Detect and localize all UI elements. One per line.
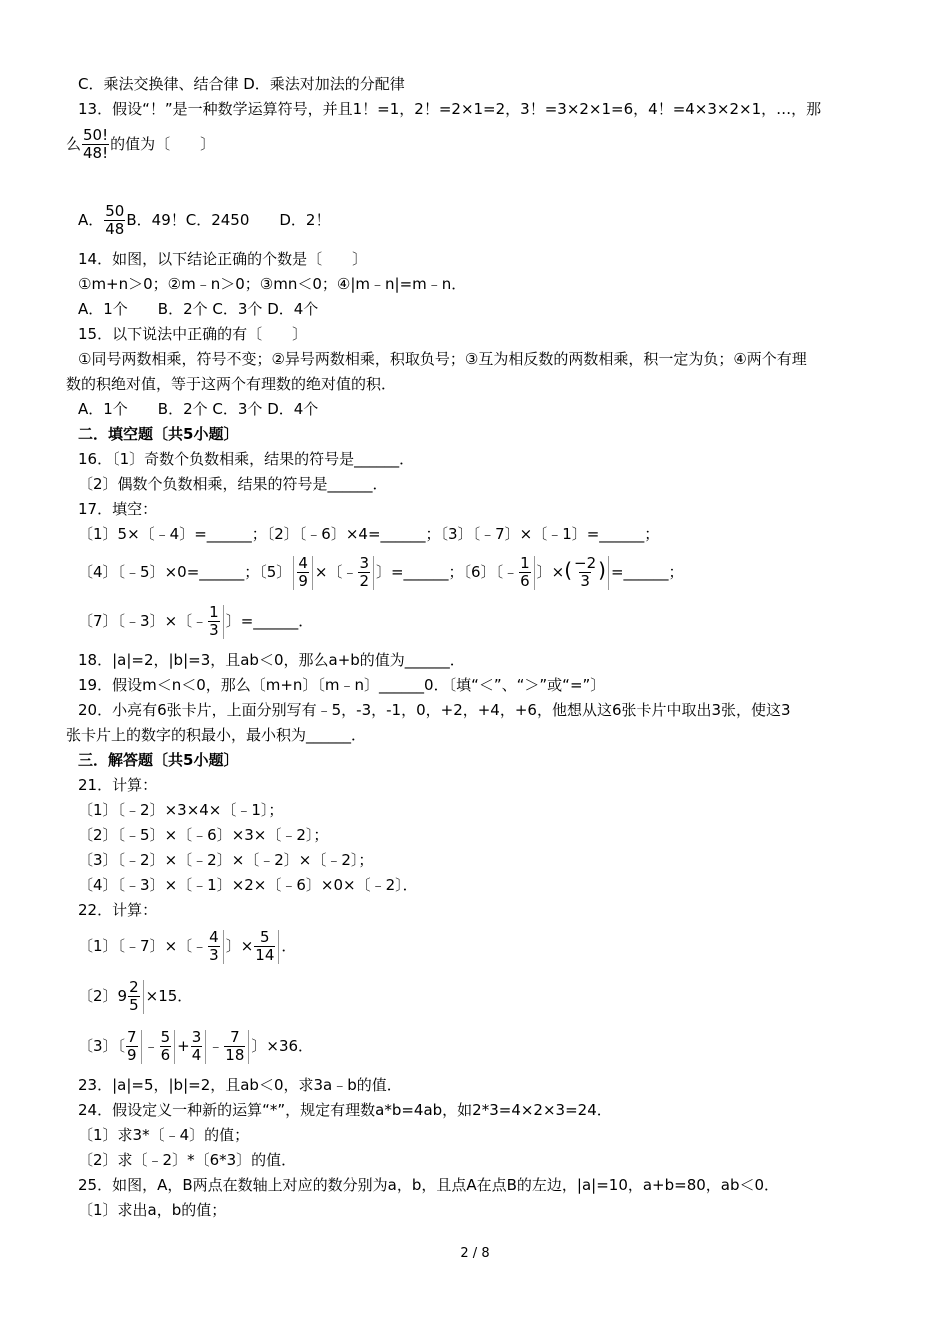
question-13-expression	[66, 124, 215, 164]
option-line-c-d: C．乘法交换律、结合律 D．乘法对加法的分配律	[78, 75, 405, 93]
q17-part-6: 〕=______；〔6〕〔﹣	[375, 563, 519, 581]
question-15-options: A．1个 B．2个 C．3个 D．4个	[78, 400, 319, 418]
q22-1-prefix: 〔1〕〔﹣7〕×〔﹣	[78, 937, 208, 955]
question-23: 23．|a|=5，|b|=2，且ab＜0，求3a﹣b的值．	[78, 1076, 402, 1094]
question-24-part-1: 〔1〕求3*〔﹣4〕的值；	[78, 1126, 250, 1144]
fraction-7-9: $\frac{7}{9}$	[127, 1028, 137, 1064]
question-15-stem: 15．以下说法中正确的有〔 〕	[78, 325, 308, 343]
question-13-options	[78, 200, 330, 240]
question-25-part-1: 〔1〕求出a，b的值；	[78, 1201, 227, 1219]
fraction-3-2: $\frac{3}{2}$	[359, 554, 369, 590]
question-21-part-1: 〔1〕〔﹣2〕×3×4×〔﹣1〕；	[78, 801, 284, 819]
q22-3-minus-1: ﹣	[143, 1037, 159, 1055]
options-b-c-d: B．49！C．2450 D．2！	[126, 211, 331, 229]
question-22-part-1	[78, 925, 296, 967]
question-21-part-4: 〔4〕〔﹣3〕×〔﹣1〕×2×〔﹣6〕×0×〔﹣2〕．	[78, 876, 418, 894]
q17-blank-6: =______；	[610, 563, 684, 581]
question-15-statements-1: ①同号两数相乘，符号不变；②异号两数相乘，积取负号；③互为相反数的两数相乘，积一定为负；④两个有理	[78, 350, 807, 368]
question-17-row-1: 〔1〕5×〔﹣4〕=______；〔2〕〔﹣6〕×4=______；〔3〕〔﹣7〕×〔﹣1〕=______；	[78, 525, 660, 543]
q17-times-2: 〕×	[536, 563, 565, 581]
q22-3-suffix: 〕×36．	[251, 1037, 314, 1055]
fraction-50-48: $\frac{50}{48}$	[105, 202, 125, 238]
q13-suffix: 的值为〔 〕	[110, 135, 216, 153]
section-3-heading: 三．解答题〔共5小题〕	[78, 751, 239, 769]
question-15-statements-2: 数的积绝对值，等于这两个有理数的绝对值的积．	[66, 375, 397, 393]
question-16-part-2: 〔2〕偶数个负数相乘，结果的符号是______．	[78, 475, 388, 493]
fraction-5-14: $\frac{5}{14}$	[255, 928, 275, 964]
question-20-line-2: 张卡片上的数字的积最小，最小积为______．	[66, 726, 367, 744]
q22-1-times: 〕×	[225, 937, 254, 955]
q22-3-plus: +	[177, 1037, 190, 1055]
question-19: 19．假设m＜n＜0，那么〔m+n〕〔m﹣n〕______0．〔填“＜”、“＞”或“=”〕	[78, 676, 606, 694]
q22-1-end: ．	[281, 937, 297, 955]
fraction-1-3: $\frac{1}{3}$	[209, 603, 219, 639]
question-20-line-1: 20．小亮有6张卡片，上面分别写有﹣5，-3，-1，0，+2，+4，+6，他想从这6张卡片中取出3张，使这3	[78, 701, 791, 719]
question-24-stem: 24．假设定义一种新的运算“*”，规定有理数a*b=4ab，如2*3=4×2×3=24．	[78, 1101, 612, 1119]
fraction-7-18: $\frac{7}{18}$	[225, 1028, 245, 1064]
option-a-label: A．	[78, 211, 104, 229]
question-17-stem: 17．填空：	[78, 500, 158, 518]
q17-times: ×〔﹣	[314, 563, 358, 581]
q13-prefix: 么	[66, 135, 82, 153]
question-22-stem: 22．计算：	[78, 901, 158, 919]
question-16-part-1: 16．〔1〕奇数个负数相乘，结果的符号是______．	[78, 450, 415, 468]
fraction-3-4: $\frac{3}{4}$	[191, 1028, 202, 1064]
question-21-part-2: 〔2〕〔﹣5〕×〔﹣6〕×3×〔﹣2〕；	[78, 826, 329, 844]
question-24-part-2: 〔2〕求〔﹣2〕*〔6*3〕的值．	[78, 1151, 297, 1169]
q22-3-prefix: 〔3〕〔	[78, 1037, 126, 1055]
question-14-statements: ①m+n＞0；②m﹣n＞0；③mn＜0；④|m﹣n|=m﹣n．	[78, 275, 467, 293]
fraction-1-6: $\frac{1}{6}$	[520, 554, 530, 590]
fraction-4-3: $\frac{4}{3}$	[209, 928, 219, 964]
question-14-stem: 14．如图，以下结论正确的个数是〔 〕	[78, 250, 368, 268]
question-13-stem: 13．假设“！”是一种数学运算符号，并且1！=1，2！=2×1=2，3！=3×2×1=6，4！=4×3×2×1，…，那	[78, 100, 822, 118]
fraction-2-5: $\frac{2}{5}$	[129, 978, 139, 1014]
question-22-part-2	[78, 975, 192, 1017]
fraction-4-9: $\frac{4}{9}$	[298, 554, 308, 590]
q17-part-4-5: 〔4〕〔﹣5〕×0=______；〔5〕	[78, 563, 292, 581]
q22-2-prefix: 〔2〕9	[78, 987, 128, 1005]
question-14-options: A．1个 B．2个 C．3个 D．4个	[78, 300, 319, 318]
section-2-heading: 二．填空题〔共5小题〕	[78, 425, 239, 443]
q17-part-7: 〔7〕〔﹣3〕×〔﹣	[78, 612, 208, 630]
question-17-row-3	[78, 600, 313, 642]
question-21-stem: 21．计算：	[78, 776, 158, 794]
q22-2-suffix: ×15．	[145, 987, 193, 1005]
q22-3-minus-2: ﹣	[208, 1037, 224, 1055]
q17-blank-7: 〕=______．	[225, 612, 314, 630]
question-21-part-3: 〔3〕〔﹣2〕×〔﹣2〕×〔﹣2〕×〔﹣2〕；	[78, 851, 374, 869]
page-number: 2 / 8	[460, 1246, 490, 1261]
question-22-part-3	[78, 1025, 313, 1067]
fraction-50f-48f: $\frac{50!}{48!}$	[83, 126, 109, 162]
question-18: 18．|a|=2，|b|=3，且ab＜0，那么a+b的值为______．	[78, 651, 465, 669]
fraction-neg-2-3: $\frac{-2}{3}$	[574, 554, 597, 590]
fraction-5-6: $\frac{5}{6}$	[160, 1028, 171, 1064]
question-17-row-2: 〔4〕〔﹣5〕×0=______；〔5〕 $\frac{4}{9}$ ×〔﹣ $\frac{3}{2}$ 〕=______；〔6〕〔﹣ $\frac{1}{6}$ 〕×( $\frac{-2}{3}$ ) =______；	[78, 554, 684, 590]
question-25-stem: 25．如图，A，B两点在数轴上对应的数分别为a，b，且点A在点B的左边，|a|=10，a+b=80，ab＜0．	[78, 1176, 780, 1194]
